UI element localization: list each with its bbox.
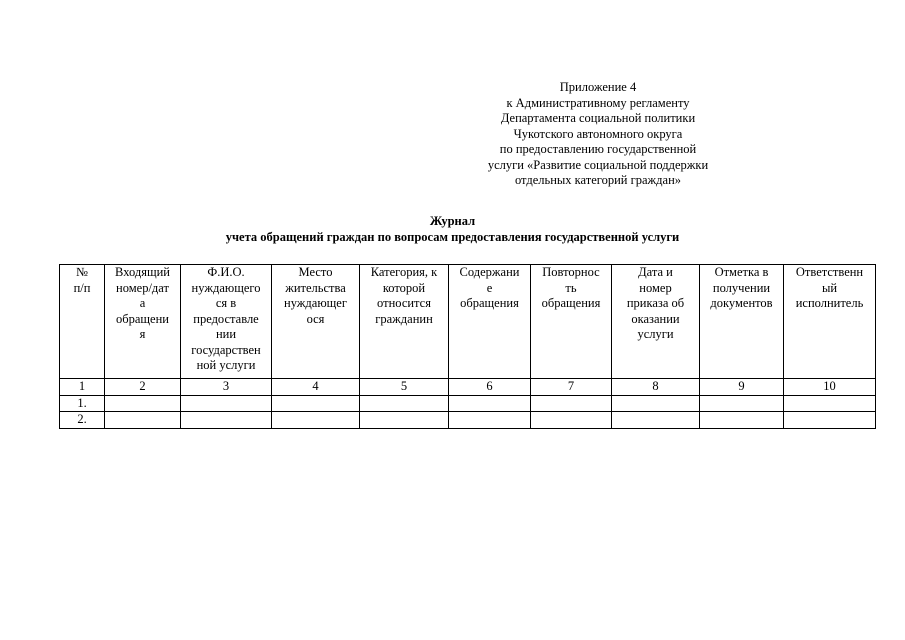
appendix-line: по предоставлению государственной [499,142,697,156]
header-line: я [139,327,146,341]
table-numbering-row [60,379,876,396]
table-cell [531,412,612,429]
table-cell [272,412,360,429]
header-line: ть [565,280,577,295]
header-cell-order-date [612,265,700,379]
table-cell [360,412,449,429]
numbering-cell: 3 [181,379,272,396]
appendix-line: Чукотского автономного округа [513,126,683,141]
header-line: е [486,280,493,295]
header-line: получении [712,280,771,295]
header-cell-repeat [531,265,612,379]
header-line: нии [215,327,237,341]
header-cell-content [449,265,531,379]
header-line: жительства [285,280,346,295]
header-line: которой [382,280,426,295]
table-cell [181,412,272,429]
table-cell [531,395,612,412]
appendix-block [440,80,756,189]
header-line: исполнитель [795,296,864,310]
header-line: приказа об [626,296,685,310]
table-cell [612,412,700,429]
table-cell [449,395,531,412]
table-cell: 2. [60,412,105,429]
header-line: ся в [215,296,237,310]
table-cell [449,412,531,429]
header-line: ной услуги [196,358,256,372]
header-line: Место [298,265,333,279]
appendix-line: отдельных категорий граждан» [514,173,682,187]
header-line: № [76,265,88,279]
table-header-row [60,265,876,379]
header-line: относится [377,296,431,310]
header-line: Повторнос [542,265,600,279]
table-cell [700,412,784,429]
numbering-cell: 10 [784,379,876,396]
table-row [60,412,876,429]
numbering-cell: 2 [105,379,181,396]
journal-table [59,264,876,429]
header-cell-documents-mark [700,265,784,379]
appendix-line: Департамента социальной политики [500,111,696,125]
table-cell [360,395,449,412]
numbering-cell: 9 [700,379,784,396]
header-line: документов [710,296,773,310]
table-cell: 1. [60,395,105,412]
header-line: Категория, к [370,265,438,279]
header-line: Ф.И.О. [207,265,245,279]
header-line: нуждающег [284,296,347,310]
header-line: Входящий [115,265,170,279]
header-cell-number [60,265,105,379]
table-cell [700,395,784,412]
journal-subtitle: учета обращений граждан по вопросам предоставления государственной услуги [225,230,680,244]
table-cell [105,412,181,429]
numbering-cell: 6 [449,379,531,396]
header-line: оказании [631,311,680,326]
header-line: ый [821,280,838,295]
table-cell [181,395,272,412]
header-line: номер [639,280,672,295]
numbering-cell: 4 [272,379,360,396]
table-cell [784,412,876,429]
table-cell [105,395,181,412]
header-line: гражданин [375,311,433,326]
header-cell-incoming-number [105,265,181,379]
appendix-line: к Административному регламенту [506,95,690,110]
header-cell-residence [272,265,360,379]
header-line: номер/дат [116,280,169,295]
numbering-cell: 1 [60,379,105,396]
appendix-line: услуги «Развитие социальной поддержки [487,157,709,172]
journal-title-block [0,213,905,245]
header-cell-category [360,265,449,379]
header-line: государствен [191,342,261,357]
header-line: а [139,296,146,310]
header-line: Дата и [638,265,673,279]
header-line: Содержани [459,265,520,279]
journal-title: Журнал [429,214,476,228]
table-cell [272,395,360,412]
numbering-cell: 8 [612,379,700,396]
appendix-line: Приложение 4 [559,80,637,94]
header-line: обращения [460,296,519,310]
header-line: обращени [116,311,169,326]
numbering-cell: 5 [360,379,449,396]
header-line: обращения [541,296,601,310]
header-line: предоставле [193,311,259,326]
numbering-cell: 7 [531,379,612,396]
table-cell [784,395,876,412]
header-line: п/п [73,280,91,295]
header-line: Ответственн [795,265,864,279]
table-row [60,395,876,412]
header-cell-responsible [784,265,876,379]
header-line: услуги [637,327,674,341]
header-line: Отметка в [714,265,769,279]
header-cell-full-name [181,265,272,379]
header-line: ося [306,311,325,326]
header-line: нуждающего [191,280,261,295]
table-cell [612,395,700,412]
